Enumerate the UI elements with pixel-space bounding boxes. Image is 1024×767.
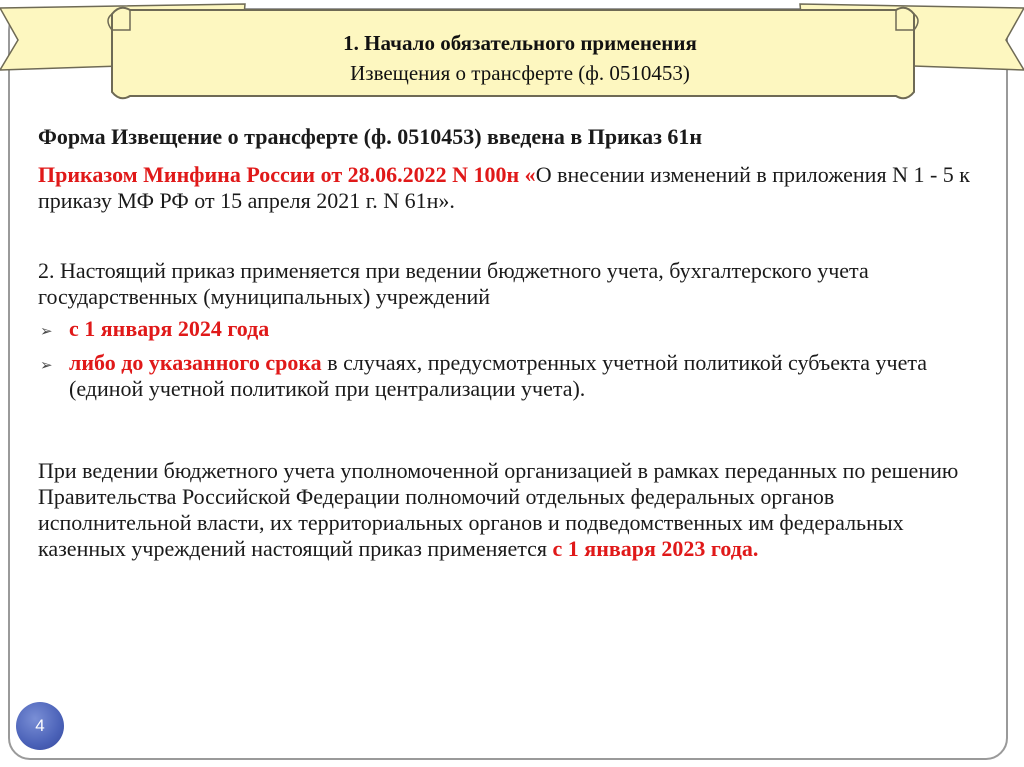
item2-paragraph: 2. Настоящий приказ применяется при ведении бюджетного учета, бухгалтерского учета государственных (муниципальных) учреждений [38,258,869,309]
bullet-highlight: с 1 января 2024 года [69,316,270,341]
order-reference: Приказом Минфина России от 28.06.2022 N 100н « [38,162,536,187]
order-paragraph [38,162,988,214]
intro-paragraph: Форма Извещение о трансферте (ф. 0510453) введена в Приказ 61н [38,124,703,149]
page-number-badge: 4 [16,702,64,750]
arrowhead-bullet-icon: ➢ [40,356,53,374]
slide-content [38,124,988,562]
list-item [38,316,988,342]
arrowhead-bullet-icon: ➢ [40,322,53,340]
bullet-highlight: либо до указанного срока [69,350,322,375]
slide-title: 1. Начало обязательного применения [343,31,697,55]
final-paragraph [38,458,988,562]
bullet-text: в случаях, предусмотренных учетной политикой субъекта учета (единой учетной политикой при централизации учета). [69,350,928,401]
title-banner [120,22,920,94]
bullet-list [38,316,988,402]
final-text: При ведении бюджетного учета уполномоченной организацией в рамках переданных по решению Правительства Российской Федерации полномочий отдельных федеральных органов исполнительной власти, их территориальных органов и подведомственных им федеральных казенных учреждений настоящий приказ применяется [38,458,959,561]
final-date: с 1 января 2023 года. [552,536,759,561]
order-description: О внесении изменений в приложения N 1 - 5 к приказу МФ РФ от 15 апреля 2021 г. N 61н». [38,162,970,213]
slide-subtitle: Извещения о трансферте (ф. 0510453) [350,61,690,85]
list-item [38,350,988,402]
